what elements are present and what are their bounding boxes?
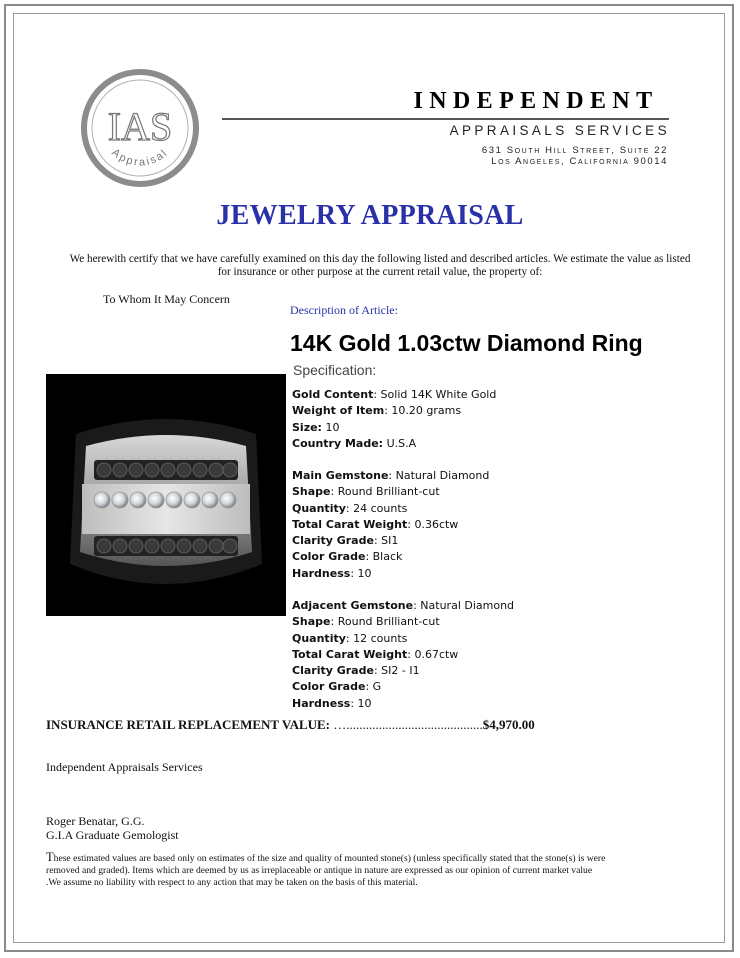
specification-label: Specification: [293,362,377,378]
spec-general [292,387,496,452]
spec-value: SI2 - I1 [381,664,420,678]
spec-label: Color Grade [292,550,366,564]
spec-separator: : [365,680,373,694]
document-title: JEWELRY APPRAISAL [216,200,524,231]
description-label: Description of Article: [290,303,398,317]
spec-value: Round Brilliant-cut [337,615,440,629]
spec-value: 24 counts [353,501,408,515]
spec-separator: : [345,631,354,645]
disclaimer [46,851,606,889]
spec-value: Natural Diamond [395,469,490,482]
spec-row [292,598,514,614]
spec-row [292,501,489,517]
spec-row [292,517,489,533]
spec-row [292,647,514,663]
spec-label: Clarity Grade [292,664,374,678]
valuation-line [46,717,535,733]
appraiser-name: Roger Benatar, G.G. [46,814,145,828]
spec-value: 10 [357,566,372,580]
spec-label: Total Carat Weight [292,647,408,661]
spec-separator: : [373,534,382,548]
spec-separator: : [373,664,382,678]
valuation-amount: $4,970.00 [482,717,535,732]
address-line-1: 631 South Hill Street, Suite 22 [481,145,668,156]
spec-label: Quantity [292,631,346,645]
spec-label: Gold Content [292,388,374,401]
spec-main-gemstone [292,468,489,582]
spec-separator: : [330,615,338,629]
spec-value: 10.20 grams [391,404,462,418]
spec-separator: : [330,485,338,499]
header-divider [222,118,669,120]
address-line-2: Los Angeles, California 90014 [491,156,668,167]
spec-separator: : [350,696,358,710]
spec-row [292,614,514,630]
spec-label: Clarity Grade [292,534,374,548]
appraiser-title: G.I.A Graduate Gemologist [46,828,179,842]
spec-label: Total Carat Weight [292,517,408,531]
spec-separator: : [350,566,358,580]
spec-separator: : [345,501,354,515]
spec-label: Color Grade [292,680,366,694]
spec-label: Quantity [292,501,346,515]
spec-label: Main Gemstone [292,469,389,482]
spec-value: Natural Diamond [420,599,515,612]
spec-label: Hardness [292,566,351,580]
item-title: 14K Gold 1.03ctw Diamond Ring [290,330,643,356]
spec-value: 12 counts [353,631,408,645]
spec-label: Country Made: [292,436,384,450]
spec-value: G [372,680,382,694]
certification-text: We herewith certify that we have carefully examined on this day the following listed and described articles. We estimate the value as listed for insurance or other purpose at the current retail value, the property of: [69,253,691,278]
spec-label: Shape [292,615,331,629]
spec-row [292,696,514,712]
spec-value: Solid 14K White Gold [380,388,497,401]
spec-label: Hardness [292,696,351,710]
spec-adjacent-gemstone [292,598,514,712]
spec-row [292,403,496,419]
spec-separator: : [365,550,373,564]
company-subtitle: APPRAISALS SERVICES [449,123,670,138]
signature-company: Independent Appraisals Services [46,760,203,774]
spec-row [292,549,489,565]
spec-row [292,436,496,452]
spec-separator: : [407,517,415,531]
disclaimer-initial: T [46,850,54,864]
spec-row [292,663,514,679]
spec-separator: : [413,599,421,612]
spec-label: Shape [292,485,331,499]
ring-photo [46,374,286,616]
spec-value: 0.36ctw [414,517,459,531]
ias-logo [80,68,200,188]
spec-separator: : [407,647,415,661]
owner-name: To Whom It May Concern [103,292,230,306]
spec-row [292,679,514,695]
disclaimer-text: hese estimated values are based only on estimates of the size and quality of mounted stone(s) (unless specifically stated that the stone(s) is were removed and graded). Items which are deemed by us as irreplaceable or antique in nature are expressed as our opinion of current market value .We assume no liability with respect to any action that may be taken on the basis of this material. [46,853,606,888]
spec-row [292,566,489,582]
spec-value: 10 [325,420,340,434]
spec-row [292,484,489,500]
spec-separator: : [373,388,381,401]
spec-value: SI1 [381,534,399,548]
spec-value: 10 [357,696,372,710]
spec-value: U.S.A [386,436,417,450]
spec-value: Black [372,550,403,564]
spec-row [292,387,496,403]
spec-row [292,533,489,549]
valuation-label: INSURANCE RETAIL REPLACEMENT VALUE: [46,717,331,732]
logo-ring-text: Appraisal [109,146,171,169]
logo-letters: IAS [107,104,173,149]
spec-separator: : [388,469,396,482]
spec-row [292,468,489,484]
company-name: INDEPENDENT [413,88,659,114]
spec-value: Round Brilliant-cut [337,485,440,499]
valuation-dots: ….......................................... [330,717,483,732]
spec-row [292,631,514,647]
spec-value: 0.67ctw [414,647,459,661]
spec-label: Size: [292,420,322,434]
spec-label: Adjacent Gemstone [292,599,414,612]
spec-label: Weight of Item [292,404,385,418]
spec-separator: : [384,404,392,418]
spec-row [292,420,496,436]
